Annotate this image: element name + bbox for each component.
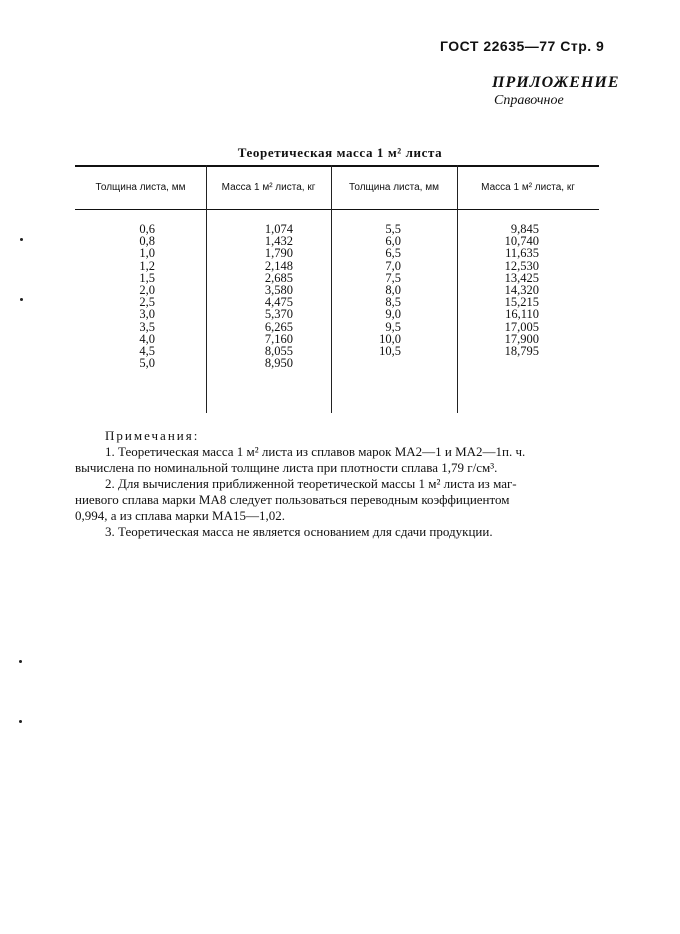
cell: 6,0: [385, 234, 401, 249]
note-1-cont: вычислена по номинальной толщине листа при плотности сплава 1,79 г/см³.: [75, 460, 498, 475]
notes-title: Примечания:: [105, 428, 200, 443]
cell: 2,685: [264, 270, 293, 285]
cell: 7,0: [385, 258, 401, 273]
cell: 17,900: [504, 331, 539, 346]
cell: 8,0: [385, 282, 401, 297]
header-thickness-1: Толщина листа, мм: [95, 181, 186, 193]
notes: [75, 428, 605, 540]
cell: 10,5: [379, 343, 401, 358]
cell: 16,110: [505, 307, 539, 322]
cell: 8,950: [264, 356, 293, 371]
cell: 3,5: [139, 319, 155, 334]
cell: 11,635: [505, 246, 539, 261]
cell: 1,2: [139, 258, 155, 273]
col-mass-2: [475, 223, 539, 357]
note-1: 1. Теоретическая масса 1 м² листа из сплавов марок МА2—1 и МА2—1п. ч.: [105, 444, 526, 459]
scan-speck: [20, 298, 23, 301]
cell: 1,790: [264, 246, 293, 261]
cell: 13,425: [504, 270, 539, 285]
scan-speck: [19, 660, 22, 663]
cell: 18,795: [504, 343, 539, 358]
cell: 0,6: [139, 222, 155, 236]
cell: 6,265: [264, 319, 293, 334]
cell: 4,0: [139, 331, 155, 346]
header-thickness-2: Толщина листа, мм: [349, 181, 439, 193]
cell: 9,5: [385, 319, 401, 334]
cell: 17,005: [504, 319, 539, 334]
cell: 5,0: [139, 356, 155, 371]
cell: 5,5: [385, 222, 401, 236]
cell: 1,074: [264, 222, 293, 236]
cell: 15,215: [504, 295, 539, 310]
cell: 1,432: [264, 234, 293, 249]
cell: 4,5: [139, 343, 155, 358]
cell: 14,320: [504, 282, 539, 297]
cell: 12,530: [504, 258, 539, 273]
appendix-title: ПРИЛОЖЕНИЕ: [492, 74, 620, 91]
cell: 5,370: [264, 307, 293, 322]
scan-speck: [19, 720, 22, 723]
cell: 8,5: [385, 295, 401, 310]
col-thickness-2: [365, 223, 401, 357]
header-mass-1: Масса 1 м² листа, кг: [221, 181, 316, 193]
table-header-rule: [75, 209, 599, 210]
note-3: 3. Теоретическая масса не является основанием для сдачи продукции.: [105, 524, 493, 539]
cell: 2,148: [264, 258, 293, 273]
cell: 9,0: [385, 307, 401, 322]
page-header: ГОСТ 22635—77 Стр. 9: [440, 38, 605, 54]
appendix-subtitle: Справочное: [494, 93, 564, 108]
cell: 1,0: [139, 246, 155, 261]
note-2-cont: ниевого сплава марки МА8 следует пользоваться переводным коэффициентом: [75, 492, 510, 507]
cell: 0,8: [139, 234, 155, 249]
table-title: Теоретическая масса 1 м² листа: [237, 145, 443, 160]
cell: 10,740: [504, 234, 539, 249]
header-mass-2: Масса 1 м² листа, кг: [481, 181, 575, 193]
cell: 3,580: [264, 282, 293, 297]
cell: 10,0: [379, 331, 401, 346]
note-2: 2. Для вычисления приближенной теоретической массы 1 м² листа из маг-: [105, 476, 517, 491]
cell: 2,5: [139, 295, 155, 310]
cell: 9,845: [510, 222, 539, 236]
cell: 6,5: [385, 246, 401, 261]
cell: 7,160: [264, 331, 293, 346]
cell: 1,5: [139, 270, 155, 285]
cell: 8,055: [264, 343, 293, 358]
cell: 7,5: [385, 270, 401, 285]
col-mass-1: [235, 223, 293, 369]
cell: 3,0: [139, 307, 155, 322]
mass-table: [75, 165, 599, 413]
note-2-cont: 0,994, а из сплава марки МА15—1,02.: [75, 508, 285, 523]
cell: 2,0: [139, 282, 155, 297]
cell: 4,475: [264, 295, 293, 310]
col-thickness-1: [115, 223, 155, 369]
scan-speck: [20, 238, 23, 241]
